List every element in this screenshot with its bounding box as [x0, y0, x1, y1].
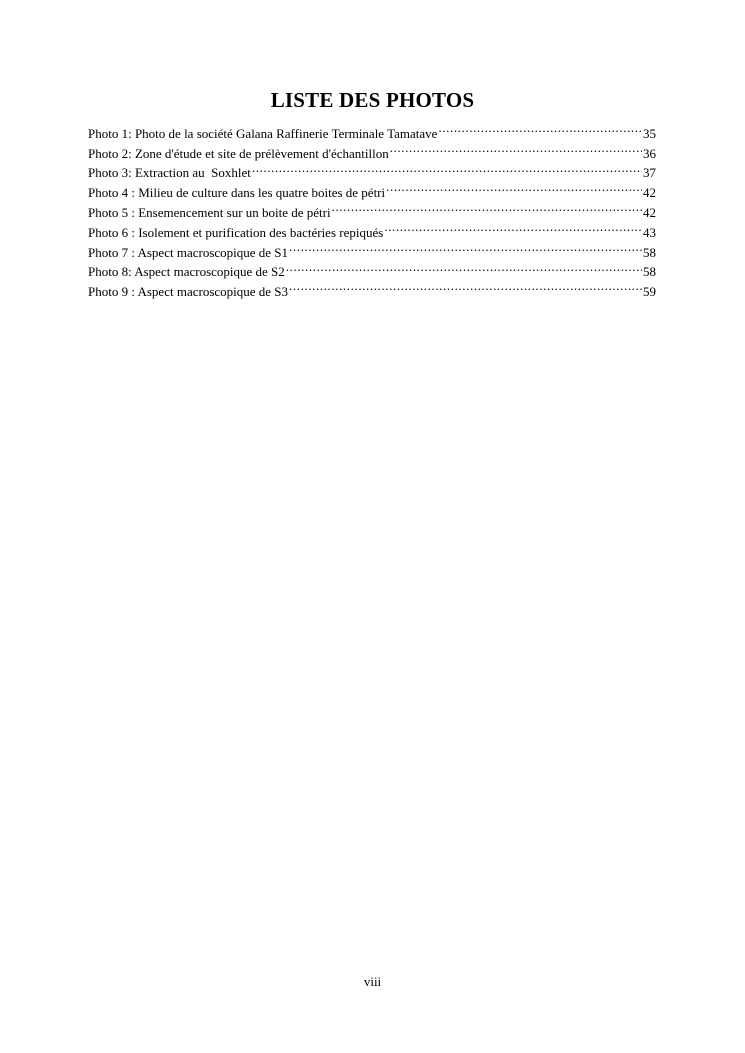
dot-leader	[252, 158, 642, 178]
entry-label: Photo 8: Aspect macroscopique de S2	[88, 264, 285, 280]
dot-leader	[384, 217, 642, 237]
dot-leader	[438, 118, 642, 138]
entry-label: Photo 5 : Ensemencement sur un boite de pétri	[88, 204, 331, 220]
entry-page-number: 42	[643, 204, 656, 220]
page-number: viii	[363, 974, 382, 989]
photo-list	[88, 118, 656, 300]
entry-label: Photo 2: Zone d'étude et site de prélèvement d'échantillon	[88, 145, 389, 161]
page-title: LISTE DES PHOTOS	[270, 88, 475, 112]
dot-leader	[386, 177, 642, 197]
list-item[interactable]	[88, 118, 656, 141]
dot-leader	[390, 138, 642, 158]
entry-label: Photo 6 : Isolement et purification des bactéries repiqués	[88, 224, 384, 240]
entry-label: Photo 9 : Aspect macroscopique de S3	[88, 284, 289, 300]
entry-page-number: 36	[643, 145, 656, 161]
entry-page-number: 59	[643, 284, 656, 300]
entry-label: Photo 3: Extraction au Soxhlet	[88, 165, 251, 181]
entry-label: Photo 4 : Milieu de culture dans les quatre boites de pétri	[88, 185, 386, 201]
entry-page-number: 58	[643, 264, 656, 280]
dot-leader	[332, 197, 642, 217]
entry-label: Photo 1: Photo de la société Galana Raffinerie Terminale Tamatave	[88, 125, 438, 141]
entry-page-number: 43	[643, 224, 656, 240]
entry-page-number: 42	[643, 185, 656, 201]
dot-leader	[289, 276, 642, 296]
dot-leader	[286, 257, 642, 277]
entry-page-number: 37	[643, 165, 656, 181]
dot-leader	[289, 237, 642, 257]
entry-page-number: 58	[643, 244, 656, 260]
entry-label: Photo 7 : Aspect macroscopique de S1	[88, 244, 289, 260]
entry-page-number: 35	[643, 125, 656, 141]
